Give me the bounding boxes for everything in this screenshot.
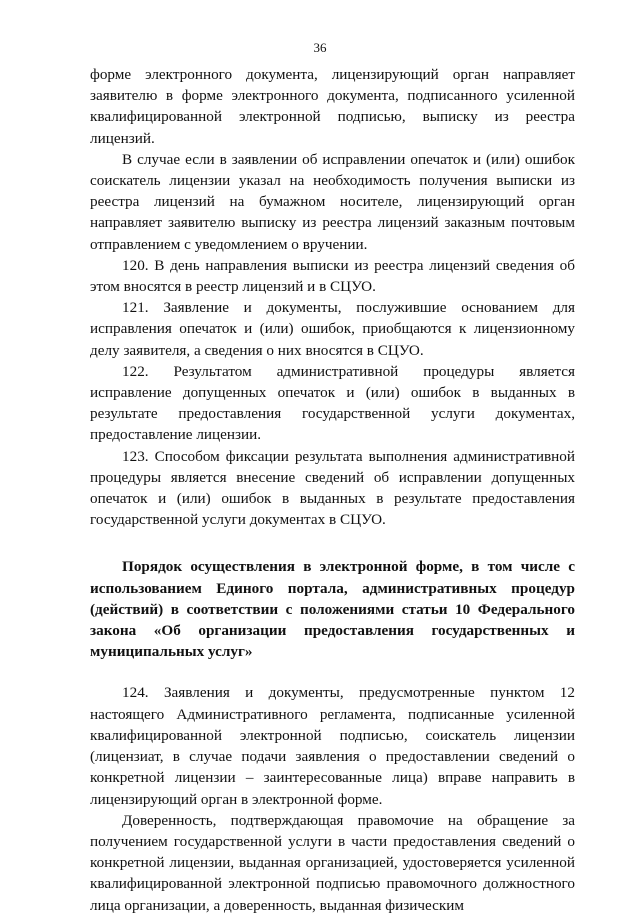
document-body [90,64,575,916]
paragraph-continuation: форме электронного документа, лицензирующий орган направляет заявителю в форме электронного документа, подписанного усиленной квалифицированной электронной подписью, выписку из реестра лицензий. [90,66,575,147]
paragraph-122: 122. Результатом административной процедуры является исправление допущенных опечаток и (или) ошибок в выданных в результате предоставления государственной услуги документах, предоставление лицензии. [90,362,575,444]
paragraph-120: 120. В день направления выписки из реестра лицензий сведения об этом вносятся в реестр лицензий и в СЦУО. [90,256,575,296]
paragraph-123: 123. Способом фиксации результата выполнения административной процедуры является внесение сведений об исправлении допущенных опечаток и (или) ошибок в выданных в результате предоставления государственной услуги документах в СЦУО. [90,447,575,529]
paragraph-121: 121. Заявление и документы, послужившие основанием для исправления опечаток и (или) ошибок, приобщаются к лицензионному делу заявителя, а сведения о них вносятся в СЦУО. [90,299,575,359]
paragraph-correction-mail: В случае если в заявлении об исправлении опечаток и (или) ошибок соискатель лицензии указал на необходимость получения выписки из реестра лицензий на бумажном носителе, лицензирующий орган направляет заявителю выписку из реестра лицензий заказным почтовым отправлением с уведомлением о вручении. [90,150,575,253]
section-heading: Порядок осуществления в электронной форме, в том числе с использованием Единого портала, административных процедур (действий) в соответствии с положениями статьи 10 Федерального закона «Об организации предоставления государственных и муниципальных услуг» [90,558,575,661]
paragraph-124: 124. Заявления и документы, предусмотренные пунктом 12 настоящего Административного регламента, подписанные усиленной квалифицированной электронной подписью, соискатель лицензии (лицензиат, в случае подачи заявления о предоставлении сведений о конкретной лицензии – заинтересованные лица) вправе направить в лицензирующий орган в электронной форме. [90,684,575,808]
paragraph-power-of-attorney: Доверенность, подтверждающая правомочие на обращение за получением государственной услуги в части предоставления сведений о конкретной лицензии, выданная организацией, удостоверяется усиленной квалифицированной электронной подписью правомочного должностного лица организации, а доверенность, выданная физическим [90,811,575,914]
page-number: 36 [313,40,327,55]
